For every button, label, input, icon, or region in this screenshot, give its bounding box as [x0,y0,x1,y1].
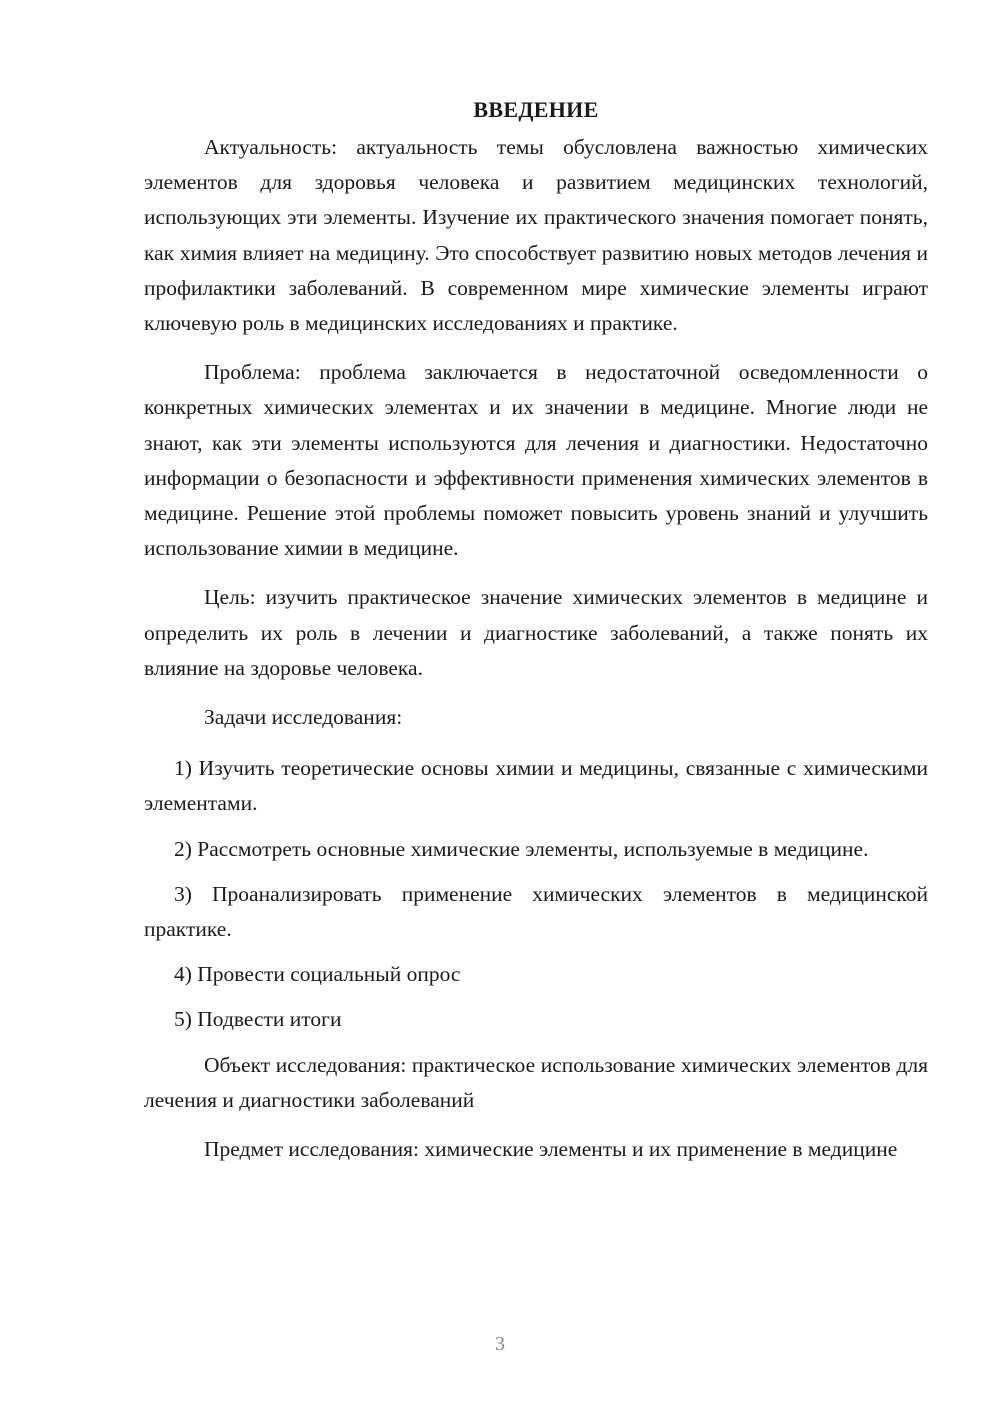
page-number: 3 [495,1333,505,1355]
task-item-3: 3) Проанализировать применение химических элементов в медицинской практике. [144,881,928,942]
task-item-4: 4) Провести социальный опрос [174,962,461,987]
subject-paragraph: Предмет исследования: химические элементы и их применение в медицине [204,1137,898,1162]
task-item-1: 1) Изучить теоретические основы химии и медицины, связанные с химическими элементами. [144,756,928,816]
task-item-2: 2) Рассмотреть основные химические элементы, используемые в медицине. [174,836,869,861]
relevance-paragraph: Актуальность: актуальность темы обусловлена важностью химических элементов для здоровья человека и развитием медицинских технологий, использующих эти элементы. Изучение их практического значения помогает понять, как химия влияет на медицину. Это способствует развитию новых методов лечения и профилактики заболеваний. В современном мире химические элементы играют ключевую роль в медицинских исследованиях и практике. [144,135,928,336]
section-heading: ВВЕДЕНИЕ [473,97,599,122]
tasks-title: Задачи исследования: [204,705,403,730]
goal-paragraph: Цель: изучить практическое значение химических элементов в медицине и определить их роль в лечении и диагностике заболеваний, а также понять их влияние на здоровье человека. [144,585,928,680]
task-item-5: 5) Подвести итоги [174,1007,342,1032]
object-paragraph: Объект исследования: практическое использование химических элементов для лечения и диагностики заболеваний [144,1052,928,1112]
document-page [144,94,928,1181]
problem-paragraph: Проблема: проблема заключается в недостаточной осведомленности о конкретных химических элементах и их значении в медицине. Многие люди не знают, как эти элементы используются для лечения и диагностики. Недостаточно информации о безопасности и эффективности применения химических элементов в медицине. Решение этой проблемы поможет повысить уровень знаний и улучшить использование химии в медицине. [144,360,928,561]
